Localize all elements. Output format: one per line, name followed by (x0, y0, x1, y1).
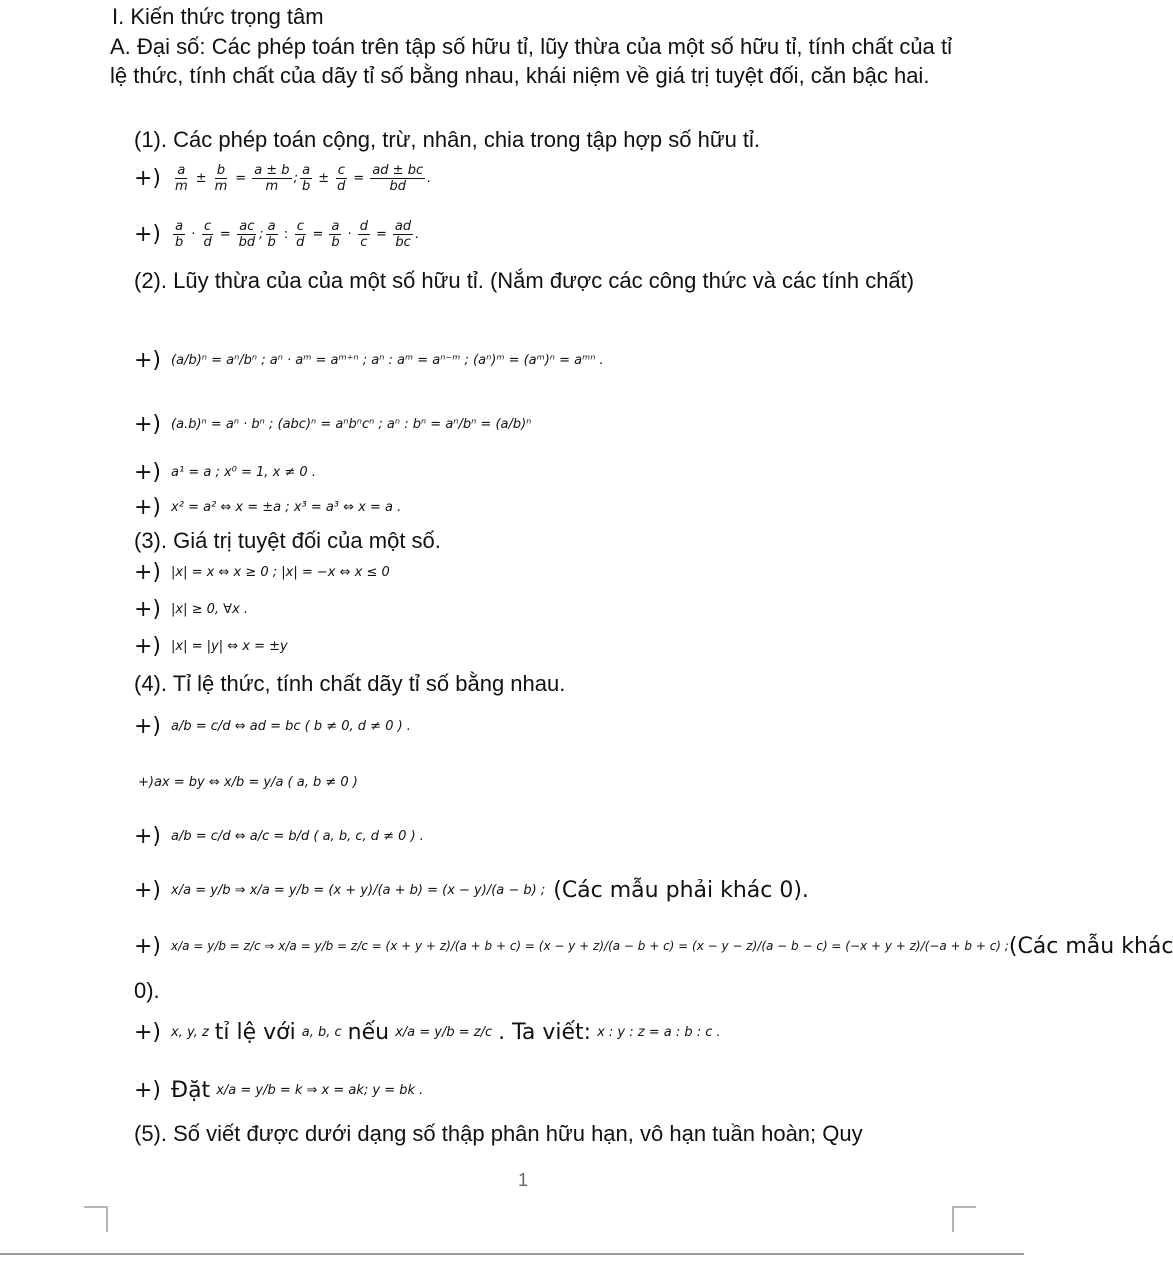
bullet: +) (134, 347, 162, 373)
fraction: $\frac{c}{d}$ (296, 218, 305, 250)
part-4-title: (4). Tỉ lệ thức, tính chất dãy tỉ số bằng nhau. (134, 671, 566, 696)
bullet: +) (134, 411, 162, 437)
section-heading: I. Kiến thức trọng tâm (112, 4, 324, 29)
bullet: +) (134, 823, 162, 849)
fraction: a b (267, 218, 276, 250)
page-number: 1 (518, 1170, 529, 1190)
part-4-formula-7: +) Đặt x/a = y/b = k ⇒ x = ak; y = bk . (134, 1077, 424, 1103)
bullet: +) (134, 494, 162, 520)
bullet: +) (134, 713, 162, 739)
part-4-formula-5-end: 0). (134, 978, 160, 1003)
fraction: a b (301, 162, 311, 194)
part-4-formula-6: +) x, y, z tỉ lệ với a, b, c nếu x/a = y/b = z/c . Ta viết: x : y : z = a : b : c . (134, 1019, 721, 1045)
part-1-formula-2: +) a b · $\frac{c}{d}$ = $\frac{ac}{bd}$ ; a b : $\frac{c}{d}$ = $\frac{a}{b}$ · $\frac{d}{c}$ = $\frac{ad}{bc}$ . (134, 218, 420, 250)
fraction: $\frac{a}{b}$ (331, 218, 340, 250)
part-3-formula-3: +) |x| = |y| ⇔ x = ±y (134, 633, 288, 659)
bullet: +) (134, 165, 162, 191)
section-a-paragraph (110, 32, 952, 90)
fraction: $\frac{d}{c}$ (359, 218, 369, 250)
bullet: +) (134, 933, 162, 959)
note: (Các mẫu khác (1008, 933, 1173, 959)
part-2-formula-2: +) (a.b)ⁿ = aⁿ · bⁿ ; (abc)ⁿ = aⁿbⁿcⁿ ; aⁿ : bⁿ = aⁿ/bⁿ = (a/b)ⁿ (134, 411, 532, 437)
part-4-formula-3: +) a/b = c/d ⇔ a/c = b/d ( a, b, c, d ≠ 0 ) . (134, 823, 424, 849)
part-4-formula-4: +) x/a = y/b ⇒ x/a = y/b = (x + y)/(a + b) = (x − y)/(a − b) ; (Các mẫu phải khác 0). (134, 877, 809, 903)
part-2-title: (2). Lũy thừa của của một số hữu tỉ. (Nắm được các công thức và các tính chất) (134, 268, 915, 293)
part-4-formula-5: +) x/a = y/b = z/c ⇒ x/a = y/b = z/c = (x + y + z)/(a + b + c) = (x − y + z)/(a − b + c) = (x − y − z)/(a − b − c) = (−x + y + z)/(−a + b + c) ; (Các mẫu khác (134, 933, 1173, 959)
bullet: +) (134, 559, 162, 585)
note: (Các mẫu phải khác 0). (553, 877, 809, 903)
bullet: +) (134, 877, 162, 903)
section-a-label: A. Đại số (110, 34, 200, 59)
bullet: +) (134, 1019, 162, 1045)
fraction: $\frac{c}{d}$ (203, 218, 212, 250)
fraction: a b (175, 218, 184, 250)
fraction: $\frac{c}{d}$ (337, 162, 346, 194)
part-5-title: (5). Số viết được dưới dạng số thập phân hữu hạn, vô hạn tuần hoàn; Quy (134, 1121, 863, 1146)
part-3-formula-2: +) |x| ≥ 0, ∀x . (134, 596, 249, 622)
part-2-formula-3: +) a¹ = a ; x⁰ = 1, x ≠ 0 . (134, 459, 316, 485)
page-divider (0, 1253, 1024, 1255)
part-3-formula-1: +) |x| = x ⇔ x ≥ 0 ; |x| = −x ⇔ x ≤ 0 (134, 559, 390, 585)
part-3-title: (3). Giá trị tuyệt đối của một số. (134, 528, 441, 553)
part-1-formula-1: +) a m ± $\frac{b}{m}$ = $\frac{a \pm b}{m}$ ; a b ± $\frac{c}{d}$ = $\frac{ad \pm bc}{bd}$ . (134, 162, 432, 194)
part-1-title: (1). Các phép toán cộng, trừ, nhân, chia trong tập hợp số hữu tỉ. (134, 127, 761, 152)
page-corner-right (952, 1206, 976, 1232)
page-corner-left (84, 1206, 108, 1232)
part-2-formula-1: +) (a/b)ⁿ = aⁿ/bⁿ ; aⁿ · aᵐ = aᵐ⁺ⁿ ; aⁿ : aᵐ = aⁿ⁻ᵐ ; (aⁿ)ᵐ = (aᵐ)ⁿ = aᵐⁿ . (134, 347, 604, 373)
fraction: $\frac{ad \pm bc}{bd}$ (372, 162, 424, 194)
part-2-formula-4: +) x² = a² ⇔ x = ±a ; x³ = a³ ⇔ x = a . (134, 494, 402, 520)
bullet: +) (134, 633, 162, 659)
section-a-text: : Các phép toán trên tập số hữu tỉ, lũy thừa của một số hữu tỉ, tính chất của tỉ lệ thức, tính chất của dãy tỉ số bằng nhau, khái niệm về giá trị tuyệt đối, căn bậc hai. (110, 34, 952, 88)
part-4-formula-1: +) a/b = c/d ⇔ ad = bc ( b ≠ 0, d ≠ 0 ) . (134, 713, 411, 739)
fraction: $\frac{b}{m}$ (214, 162, 228, 194)
bullet: +) (134, 596, 162, 622)
bullet: +) (134, 1077, 162, 1103)
fraction: $\frac{ad}{bc}$ (394, 218, 412, 250)
part-4-formula-2: +)ax = by ⇔ x/b = y/a ( a, b ≠ 0 ) (138, 774, 358, 790)
fraction: $\frac{ac}{bd}$ (238, 218, 256, 250)
fraction: $\frac{a \pm b}{m}$ (254, 162, 290, 194)
fraction: a m (175, 162, 188, 194)
bullet: +) (134, 459, 162, 485)
bullet: +) (134, 221, 162, 247)
